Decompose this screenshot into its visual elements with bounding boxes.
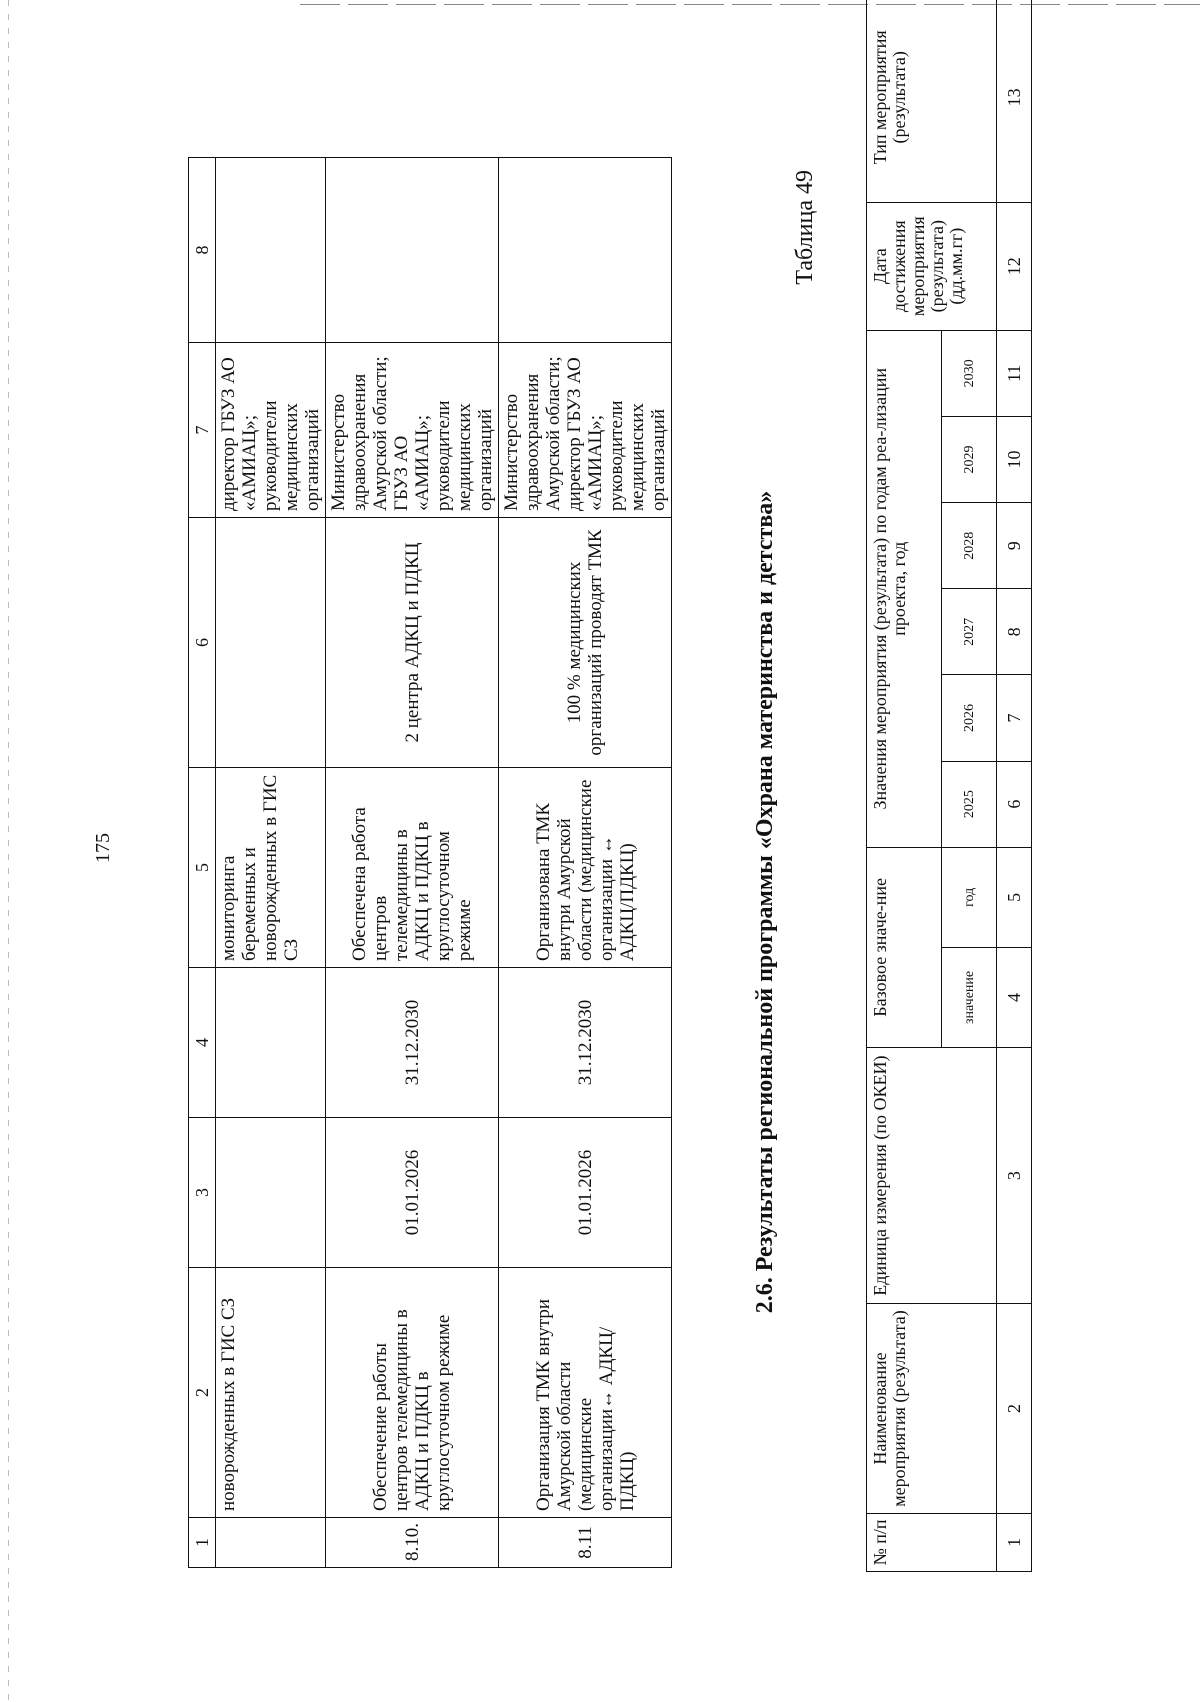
col-header: 4 [189, 968, 216, 1118]
continuation-table [188, 157, 672, 1568]
column-number: 9 [997, 503, 1032, 589]
indicator: 100 % медицинских организаций проводят ТМК [499, 518, 672, 768]
header-row-1 [867, 0, 942, 1572]
responsible: директор ГБУЗ АО «АМИАЦ»; руководители медицинских организаций [216, 343, 326, 518]
header-year: 2028 [942, 503, 997, 589]
section-heading: 2.6. Результаты региональной программы «Охрана материнства и детства» [752, 490, 778, 1314]
page-number: 175 [92, 833, 114, 863]
column-number: 1 [997, 1513, 1032, 1571]
table-caption: Таблица 49 [792, 170, 818, 285]
column-number: 10 [997, 416, 1032, 502]
table-row [216, 158, 326, 1568]
end-date: 31.12.2030 [326, 968, 499, 1118]
header-date: Дата достижения мероприятия (результата) (дд.мм.гг) [867, 202, 997, 330]
result-description: Организована ТМК внутри Амурской области (медицинские организации ↔ АДКЦ/ПДКЦ) [499, 768, 672, 968]
header-year: 2030 [942, 330, 997, 416]
column-number: 4 [997, 947, 1032, 1047]
header-name: Наименование мероприятия (результата) [867, 1304, 997, 1514]
note [499, 158, 672, 343]
header-base-year: год [942, 847, 997, 947]
column-number: 11 [997, 330, 1032, 416]
header-year: 2027 [942, 589, 997, 675]
end-date [216, 968, 326, 1118]
result-description: Обеспечена работа центров телемедицины в АДКЦ и ПДКЦ в круглосуточном режиме [326, 768, 499, 968]
header-type: Тип мероприятия (результата) [867, 0, 997, 202]
header-num: № п/п [867, 1513, 997, 1571]
note [216, 158, 326, 343]
column-number: 13 [997, 0, 1032, 202]
end-date: 31.12.2030 [499, 968, 672, 1118]
header-unit: Единица измерения (по ОКЕИ) [867, 1048, 997, 1304]
responsible: Министерство здравоохранения Амурской области; ГБУЗ АО «АМИАЦ»; руководители медицинских организаций [326, 343, 499, 518]
col-header: 3 [189, 1118, 216, 1268]
activity-name: Организация ТМК внутри Амурской области (медицинские организации↔ АДКЦ/ПДКЦ) [499, 1268, 672, 1518]
header-year: 2026 [942, 675, 997, 761]
header-year: 2029 [942, 416, 997, 502]
column-number: 8 [997, 589, 1032, 675]
column-number: 6 [997, 761, 1032, 847]
start-date [216, 1118, 326, 1268]
header-base: Базовое значе-ние [867, 847, 942, 1047]
col-header: 2 [189, 1268, 216, 1518]
header-year: 2025 [942, 761, 997, 847]
start-date: 01.01.2026 [326, 1118, 499, 1268]
col-header: 5 [189, 768, 216, 968]
column-number: 3 [997, 1048, 1032, 1304]
column-number: 7 [997, 675, 1032, 761]
activity-name: новорожденных в ГИС СЗ [216, 1268, 326, 1518]
col-header: 6 [189, 518, 216, 768]
indicator [216, 518, 326, 768]
note [326, 158, 499, 343]
responsible: Министерство здравоохранения Амурской области; директор ГБУЗ АО «АМИАЦ»; руководители медицинских организаций [499, 343, 672, 518]
start-date: 01.01.2026 [499, 1118, 672, 1268]
results-table [866, 0, 1032, 1572]
table-header-row [189, 158, 216, 1568]
table-row [499, 158, 672, 1568]
column-number: 5 [997, 847, 1032, 947]
activity-name: Обеспечение работы центров телемедицины в АДКЦ и ПДКЦ в круглосуточном режиме [326, 1268, 499, 1518]
column-number: 12 [997, 202, 1032, 330]
header-values: Значения мероприятия (результата) по годам реа-лизации проекта, год [867, 330, 942, 847]
column-number-row [997, 0, 1032, 1572]
result-description: мониторинга беременных и новорожденных в ГИС СЗ [216, 768, 326, 968]
col-header: 1 [189, 1518, 216, 1568]
header-base-value: значение [942, 947, 997, 1047]
column-number: 2 [997, 1304, 1032, 1514]
row-number: 8.10. [326, 1518, 499, 1568]
col-header: 8 [189, 158, 216, 343]
indicator: 2 центра АДКЦ и ПДКЦ [326, 518, 499, 768]
col-header: 7 [189, 343, 216, 518]
row-number [216, 1518, 326, 1568]
table-row [326, 158, 499, 1568]
row-number: 8.11 [499, 1518, 672, 1568]
